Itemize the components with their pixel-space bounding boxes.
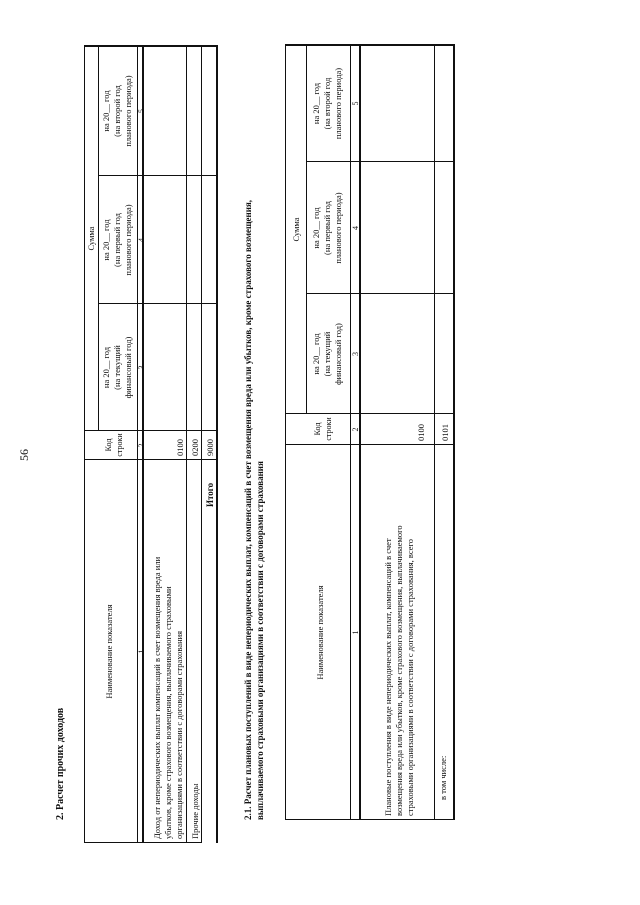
table-2-num-3: 3 (137, 365, 146, 370)
table-row: Прочие доходы (190, 783, 200, 839)
table-2-1-header-col4: на 20__ год (на первый год планового периода) (311, 192, 343, 264)
table-2-1-header-col5: на 20__ год (на второй год планового периода) (311, 67, 343, 140)
table-2-1-header-col3: на 20__ год (на текущий финансовый год) (311, 323, 343, 385)
table-2-1-top-border (285, 45, 286, 820)
row-code: 0200 (190, 439, 200, 456)
table-row: Плановые поступления в виде непериодических выплат, компенсаций в счет возмещения вреда или убытков, кроме страхового возмещения, выплачиваемого страховыми организациями в соответствии с договорами страхования, всего (383, 525, 415, 816)
table-2-1-header-name: Наименование показателя (315, 585, 325, 680)
table-2-1-num-3: 3 (351, 352, 360, 356)
table-2-top-border (84, 46, 85, 843)
table-2-num-1: 1 (137, 649, 146, 654)
table-2-num-2: 2 (137, 443, 146, 448)
table-2-1-header-code: Код строки (313, 417, 333, 441)
table-2-header-col3: на 20__ год (на текущий финансовый год) (101, 336, 133, 399)
row-code: 0100 (416, 424, 426, 441)
page-number: 56 (17, 449, 31, 461)
table-row: в том числе: (438, 755, 448, 800)
table-2-1-col-divider (285, 444, 455, 445)
table-2-header-sum: Сумма (86, 226, 96, 251)
table-2-header-col4: на 20__ год (на первый год планового периода) (101, 204, 133, 276)
table-2-1-left-border (285, 819, 455, 820)
row-code: 0100 (175, 439, 185, 456)
table-2-header-col5: на 20__ год (на второй год планового периода) (101, 75, 133, 147)
section-2-title: 2. Расчет прочих доходов (55, 707, 66, 820)
table-2-1-num-5: 5 (351, 101, 360, 106)
table-2-1-num-4: 4 (351, 226, 360, 230)
section-2-1-title: 2.1. Расчет плановых поступлений в виде непериодических выплат, компенсаций в счет возмещения вреда или убытков, кроме страхового возмещения, выплачиваемого страховыми организациями в соответствии с договорами страхования (243, 199, 265, 820)
table-2-num-4: 4 (137, 238, 146, 242)
table-2-body-bottom (216, 46, 218, 843)
total-label: Итого (205, 482, 215, 507)
total-code: 9000 (205, 439, 215, 456)
table-2-header-code: Код строки (104, 433, 124, 457)
table-row: Доход от непериодических выплат компенсаций в счет возмещения вреда или убытков, кроме страхового возмещения, выплачиваемого страховыми организациями в соответствии с договорами страхования (152, 556, 184, 839)
table-2-row-divider (186, 46, 187, 843)
table-2-1-num-1: 1 (351, 630, 360, 635)
table-2-sum-divider (98, 46, 99, 431)
table-2-1-sum-divider (306, 45, 307, 414)
table-2-header-name: Наименование показателя (104, 604, 114, 699)
row-code: 0101 (440, 424, 450, 441)
table-2-row-divider (201, 46, 202, 843)
table-2-1-num-2: 2 (351, 427, 360, 432)
table-2-num-5: 5 (137, 109, 146, 113)
table-2-1-header-sum: Сумма (291, 217, 301, 242)
